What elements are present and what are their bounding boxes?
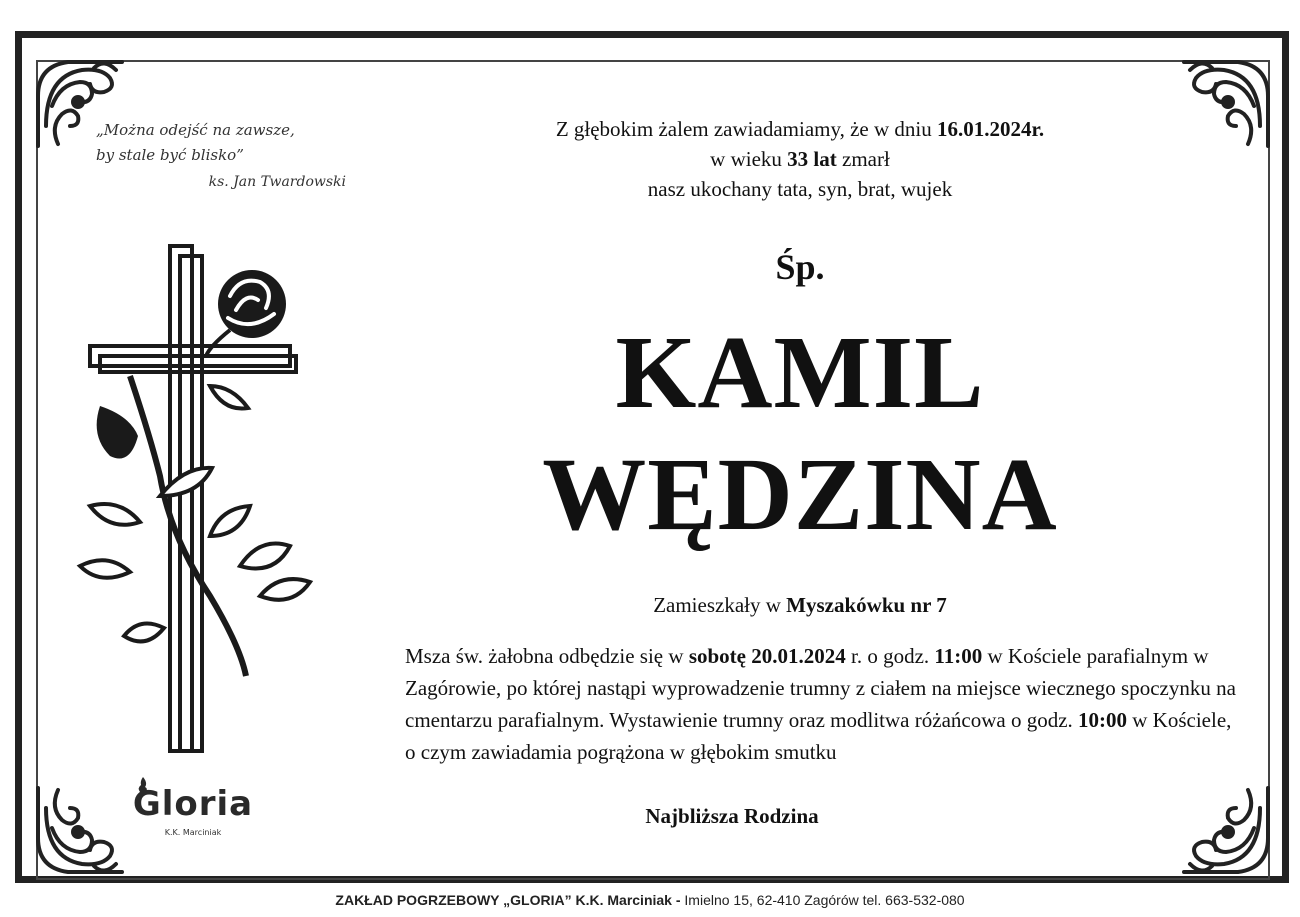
- residence-place: Myszakówku nr 7: [786, 593, 947, 617]
- funeral-text-1: Msza św. żałobna odbędzie się w: [405, 644, 689, 668]
- quote-line-2: by stale być blisko”: [96, 146, 244, 164]
- ornament-corner-icon: [1178, 782, 1274, 878]
- deceased-first-name: KAMIL: [615, 315, 985, 430]
- footer-company: ZAKŁAD POGRZEBOWY „GLORIA” K.K. Marciniak -: [335, 892, 681, 908]
- intro-line-3: nasz ukochany tata, syn, brat, wujek: [647, 177, 953, 201]
- funeral-text-2: r. o godz.: [845, 644, 935, 668]
- death-date: 16.01.2024r.: [937, 117, 1045, 141]
- funeral-home-logo: [118, 780, 268, 845]
- footer-contact: [0, 886, 1300, 917]
- honorific: Śp.: [775, 247, 825, 287]
- funeral-details: [405, 640, 1245, 768]
- residence-prefix: Zamieszkały w: [653, 593, 787, 617]
- intro-line-2-end: zmarł: [836, 147, 890, 171]
- ornament-corner-icon: [32, 782, 128, 878]
- intro-line-1-text: Z głębokim żalem zawiadamiamy, że w dniu: [555, 117, 937, 141]
- announcement-intro: [400, 114, 1200, 204]
- logo-subtitle: K.K. Marciniak: [164, 828, 222, 837]
- intro-line-2-text: w wieku: [710, 147, 788, 171]
- funeral-day: sobotę 20.01.2024: [688, 644, 846, 668]
- family-signature: Najbliższa Rodzina: [645, 804, 819, 828]
- quote-line-1: „Można odejść na zawsze,: [96, 121, 295, 139]
- funeral-time: 11:00: [934, 644, 983, 668]
- rosary-time: 10:00: [1078, 708, 1128, 732]
- funeral-text-4: w Kościele, o czym zawiadamia pogrążona w głębokim smutku: [405, 708, 1232, 764]
- residence-line: [400, 590, 1200, 620]
- memorial-quote: [96, 118, 356, 195]
- deceased-last-name: WĘDZINA: [542, 437, 1058, 552]
- funeral-text-3: w Kościele parafialnym w Zagórowie, po której nastąpi wyprowadzenie trumny z ciałem na miejsce wiecznego spoczynku na cmentarzu parafialnym. Wystawienie trumny oraz modlitwa różańcowa o godz.: [405, 644, 1236, 732]
- footer-address: Imielno 15, 62-410 Zagórów tel. 663-532-080: [680, 892, 965, 908]
- age: 33 lat: [787, 147, 837, 171]
- logo-name: Gloria: [132, 784, 254, 824]
- quote-author: ks. Jan Twardowski: [208, 174, 346, 190]
- cross-with-rose-icon: [60, 236, 320, 766]
